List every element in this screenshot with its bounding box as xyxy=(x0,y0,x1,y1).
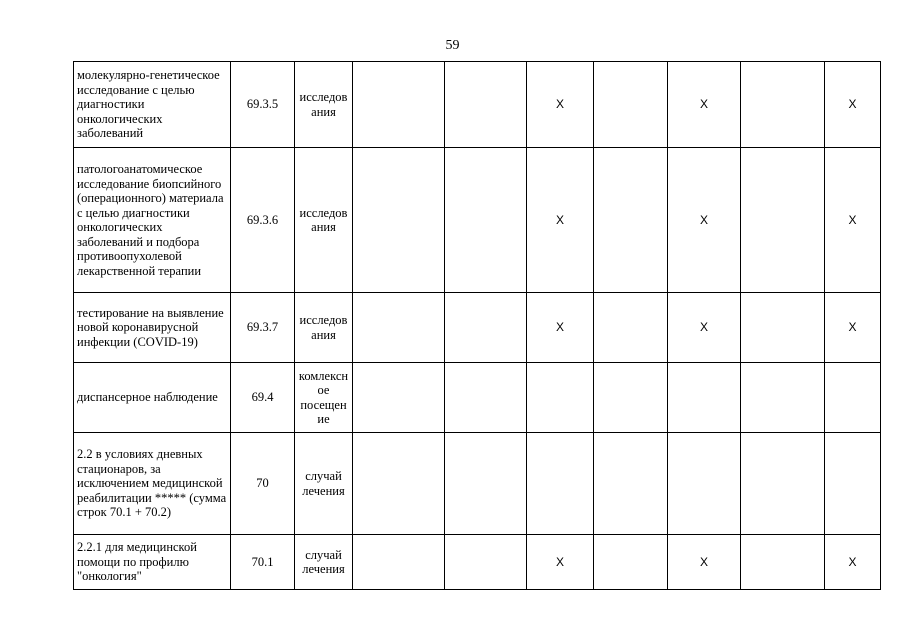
table-body xyxy=(74,62,881,590)
value-cell xyxy=(594,148,668,293)
table-row xyxy=(74,293,881,363)
value-cell: X xyxy=(825,148,881,293)
row-code-cell: 70 xyxy=(231,433,295,535)
table-row xyxy=(74,535,881,590)
row-unit-cell: исследов ания xyxy=(295,293,353,363)
row-unit-cell: случай лечения xyxy=(295,433,353,535)
row-code-cell: 70.1 xyxy=(231,535,295,590)
value-cell xyxy=(594,293,668,363)
value-cell xyxy=(594,62,668,148)
value-cell xyxy=(353,433,445,535)
value-cell: X xyxy=(527,62,594,148)
value-cell xyxy=(825,433,881,535)
value-cell xyxy=(445,62,527,148)
row-name-cell: 2.2 в условиях дневных стационаров, за исключением медицинской реабилитации ***** (сумма строк 70.1 + 70.2) xyxy=(74,433,231,535)
value-cell: X xyxy=(668,148,741,293)
row-code-cell: 69.3.7 xyxy=(231,293,295,363)
value-cell xyxy=(445,148,527,293)
value-cell: X xyxy=(825,293,881,363)
value-cell xyxy=(741,148,825,293)
value-cell xyxy=(353,535,445,590)
value-cell: X xyxy=(527,148,594,293)
value-cell: X xyxy=(527,293,594,363)
value-cell: X xyxy=(668,62,741,148)
row-code-cell: 69.3.5 xyxy=(231,62,295,148)
value-cell xyxy=(353,62,445,148)
row-unit-cell: случай лечения xyxy=(295,535,353,590)
value-cell xyxy=(741,433,825,535)
value-cell: X xyxy=(668,293,741,363)
value-cell: X xyxy=(825,535,881,590)
value-cell: X xyxy=(825,62,881,148)
row-unit-cell: комлексн ое посещен ие xyxy=(295,363,353,433)
row-code-cell: 69.4 xyxy=(231,363,295,433)
row-name-cell: диспансерное наблюдение xyxy=(74,363,231,433)
table-row xyxy=(74,433,881,535)
value-cell xyxy=(741,363,825,433)
value-cell xyxy=(445,363,527,433)
value-cell xyxy=(594,433,668,535)
value-cell xyxy=(741,293,825,363)
row-name-cell: 2.2.1 для медицинской помощи по профилю "онкология" xyxy=(74,535,231,590)
value-cell xyxy=(668,363,741,433)
row-code-cell: 69.3.6 xyxy=(231,148,295,293)
value-cell xyxy=(353,293,445,363)
row-unit-cell: исследов ания xyxy=(295,148,353,293)
value-cell: X xyxy=(527,535,594,590)
page-number: 59 xyxy=(445,38,460,53)
table-row xyxy=(74,62,881,148)
table-row xyxy=(74,148,881,293)
table-row xyxy=(74,363,881,433)
row-name-cell: тестирование на выявление новой коронавирусной инфекции (COVID-19) xyxy=(74,293,231,363)
value-cell xyxy=(445,433,527,535)
row-name-cell: молекулярно-генетическое исследование с целью диагностики онкологических заболеваний xyxy=(74,62,231,148)
row-unit-cell: исследов ания xyxy=(295,62,353,148)
data-table xyxy=(73,61,881,590)
value-cell xyxy=(594,363,668,433)
value-cell xyxy=(353,363,445,433)
value-cell xyxy=(741,62,825,148)
value-cell xyxy=(527,433,594,535)
value-cell xyxy=(668,433,741,535)
value-cell xyxy=(825,363,881,433)
value-cell xyxy=(353,148,445,293)
value-cell xyxy=(445,535,527,590)
value-cell xyxy=(445,293,527,363)
value-cell xyxy=(741,535,825,590)
value-cell xyxy=(594,535,668,590)
value-cell: X xyxy=(668,535,741,590)
row-name-cell: патологоанатомическое исследование биопсийного (операционного) материала с целью диагностики онкологических заболеваний и подбора противоопухолевой лекарственной терапии xyxy=(74,148,231,293)
value-cell xyxy=(527,363,594,433)
